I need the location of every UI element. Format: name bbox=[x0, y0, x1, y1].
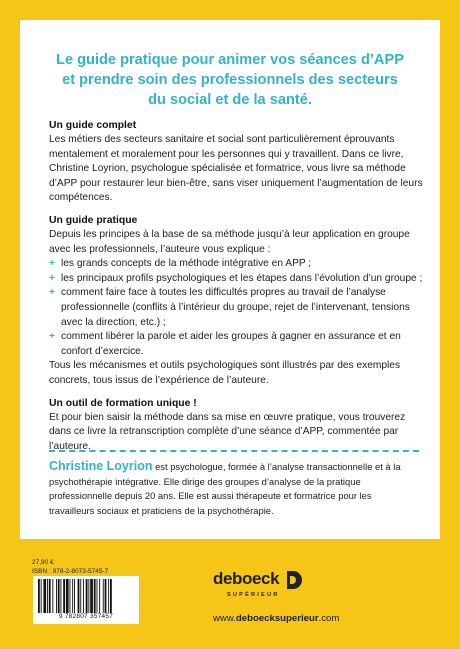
tagline-line-3: du social et de la santé. bbox=[148, 92, 312, 108]
section-outro-pratique: Tous les mécanismes et outils psychologiques sont illustrés par des exemples concrets, tous issus de l’expérience de l’auteure. bbox=[49, 360, 401, 386]
plus-icon: + bbox=[49, 287, 55, 299]
isbn: ISBN : 978-2-8073-5745-7 bbox=[32, 568, 109, 575]
logo-wordmark: deboeck bbox=[213, 569, 280, 588]
section-title-pratique: Un guide pratique bbox=[49, 214, 138, 226]
plus-icon: + bbox=[49, 272, 55, 284]
list-item: + les grands concepts de la méthode intégrative en APP ; bbox=[49, 257, 427, 272]
logo-subtitle: SUPÉRIEUR bbox=[227, 592, 280, 598]
section-text-complet: Les métiers des secteurs sanitaire et social sont particulièrement éprouvants mentalement et moralement pour les personnes qui y travaillent. Dans ce livre, Christine Loyrion, psychologue spécialisée et formatrice, vous livre sa méthode d’APP pour restaurer leur bien-être, sans viser uniquement l’augmentation de leurs compétences. bbox=[49, 134, 423, 204]
publisher-logo bbox=[213, 567, 303, 607]
tagline-line-1: Le guide pratique pour animer vos séances d’APP bbox=[56, 52, 404, 68]
author-bio-text: est psychologue, formée à l’analyse transactionnelle et à la psychothérapie intégrative. Elle dirige des groupes d’analyse de la pratique professionnelle depuis 20 ans. Elle est aussi thérapeute et formatrice pour les travailleurs sociaux et praticiens de la psychothérapie. bbox=[49, 461, 401, 516]
description bbox=[49, 118, 427, 454]
plus-icon: + bbox=[49, 258, 55, 270]
tagline bbox=[40, 50, 420, 110]
list-item: + les principaux profils psychologiques et les étapes dans l’évolution d’un groupe ; bbox=[49, 272, 427, 287]
bullet-list bbox=[49, 257, 427, 359]
price-isbn bbox=[32, 558, 108, 576]
publisher-url[interactable]: www.deboecksuperieur.com bbox=[213, 613, 340, 624]
barcode-bars bbox=[36, 579, 136, 613]
list-item: + comment faire face à toutes les difficultés propres au travail de l’analyse professionnelle (conflits à l’intérieur du groupe, rejet de l’intervenant, tensions avec la direction, etc.) ; bbox=[49, 287, 410, 328]
barcode-number: 9 782807 357457 bbox=[58, 613, 114, 620]
author-name: Christine Loyrion bbox=[49, 459, 153, 473]
section-text-outil: Et pour bien saisir la méthode dans sa mise en œuvre pratique, vous trouverez dans ce livre la retranscription complète d’une séance d’APP, commentée par l’auteure. bbox=[49, 411, 406, 452]
section-title-outil: Un outil de formation unique ! bbox=[49, 397, 197, 409]
tagline-line-2: et prendre soin des professionnels des secteurs bbox=[62, 72, 398, 88]
d-logo-icon bbox=[287, 571, 302, 589]
dashed-divider bbox=[49, 450, 419, 452]
section-intro-pratique: Depuis les principes à la base de sa méthode jusqu’à leur application en groupe avec les professionnels, l’auteure vous explique : bbox=[49, 228, 410, 255]
list-item: + comment libérer la parole et aider les groupes à gagner en assurance et en confort d’exercice. bbox=[49, 331, 401, 357]
barcode bbox=[33, 576, 139, 624]
plus-icon: + bbox=[49, 331, 55, 343]
author-bio bbox=[49, 459, 419, 518]
price: 27,90 € bbox=[32, 559, 54, 566]
section-title-complet: Un guide complet bbox=[49, 120, 137, 131]
